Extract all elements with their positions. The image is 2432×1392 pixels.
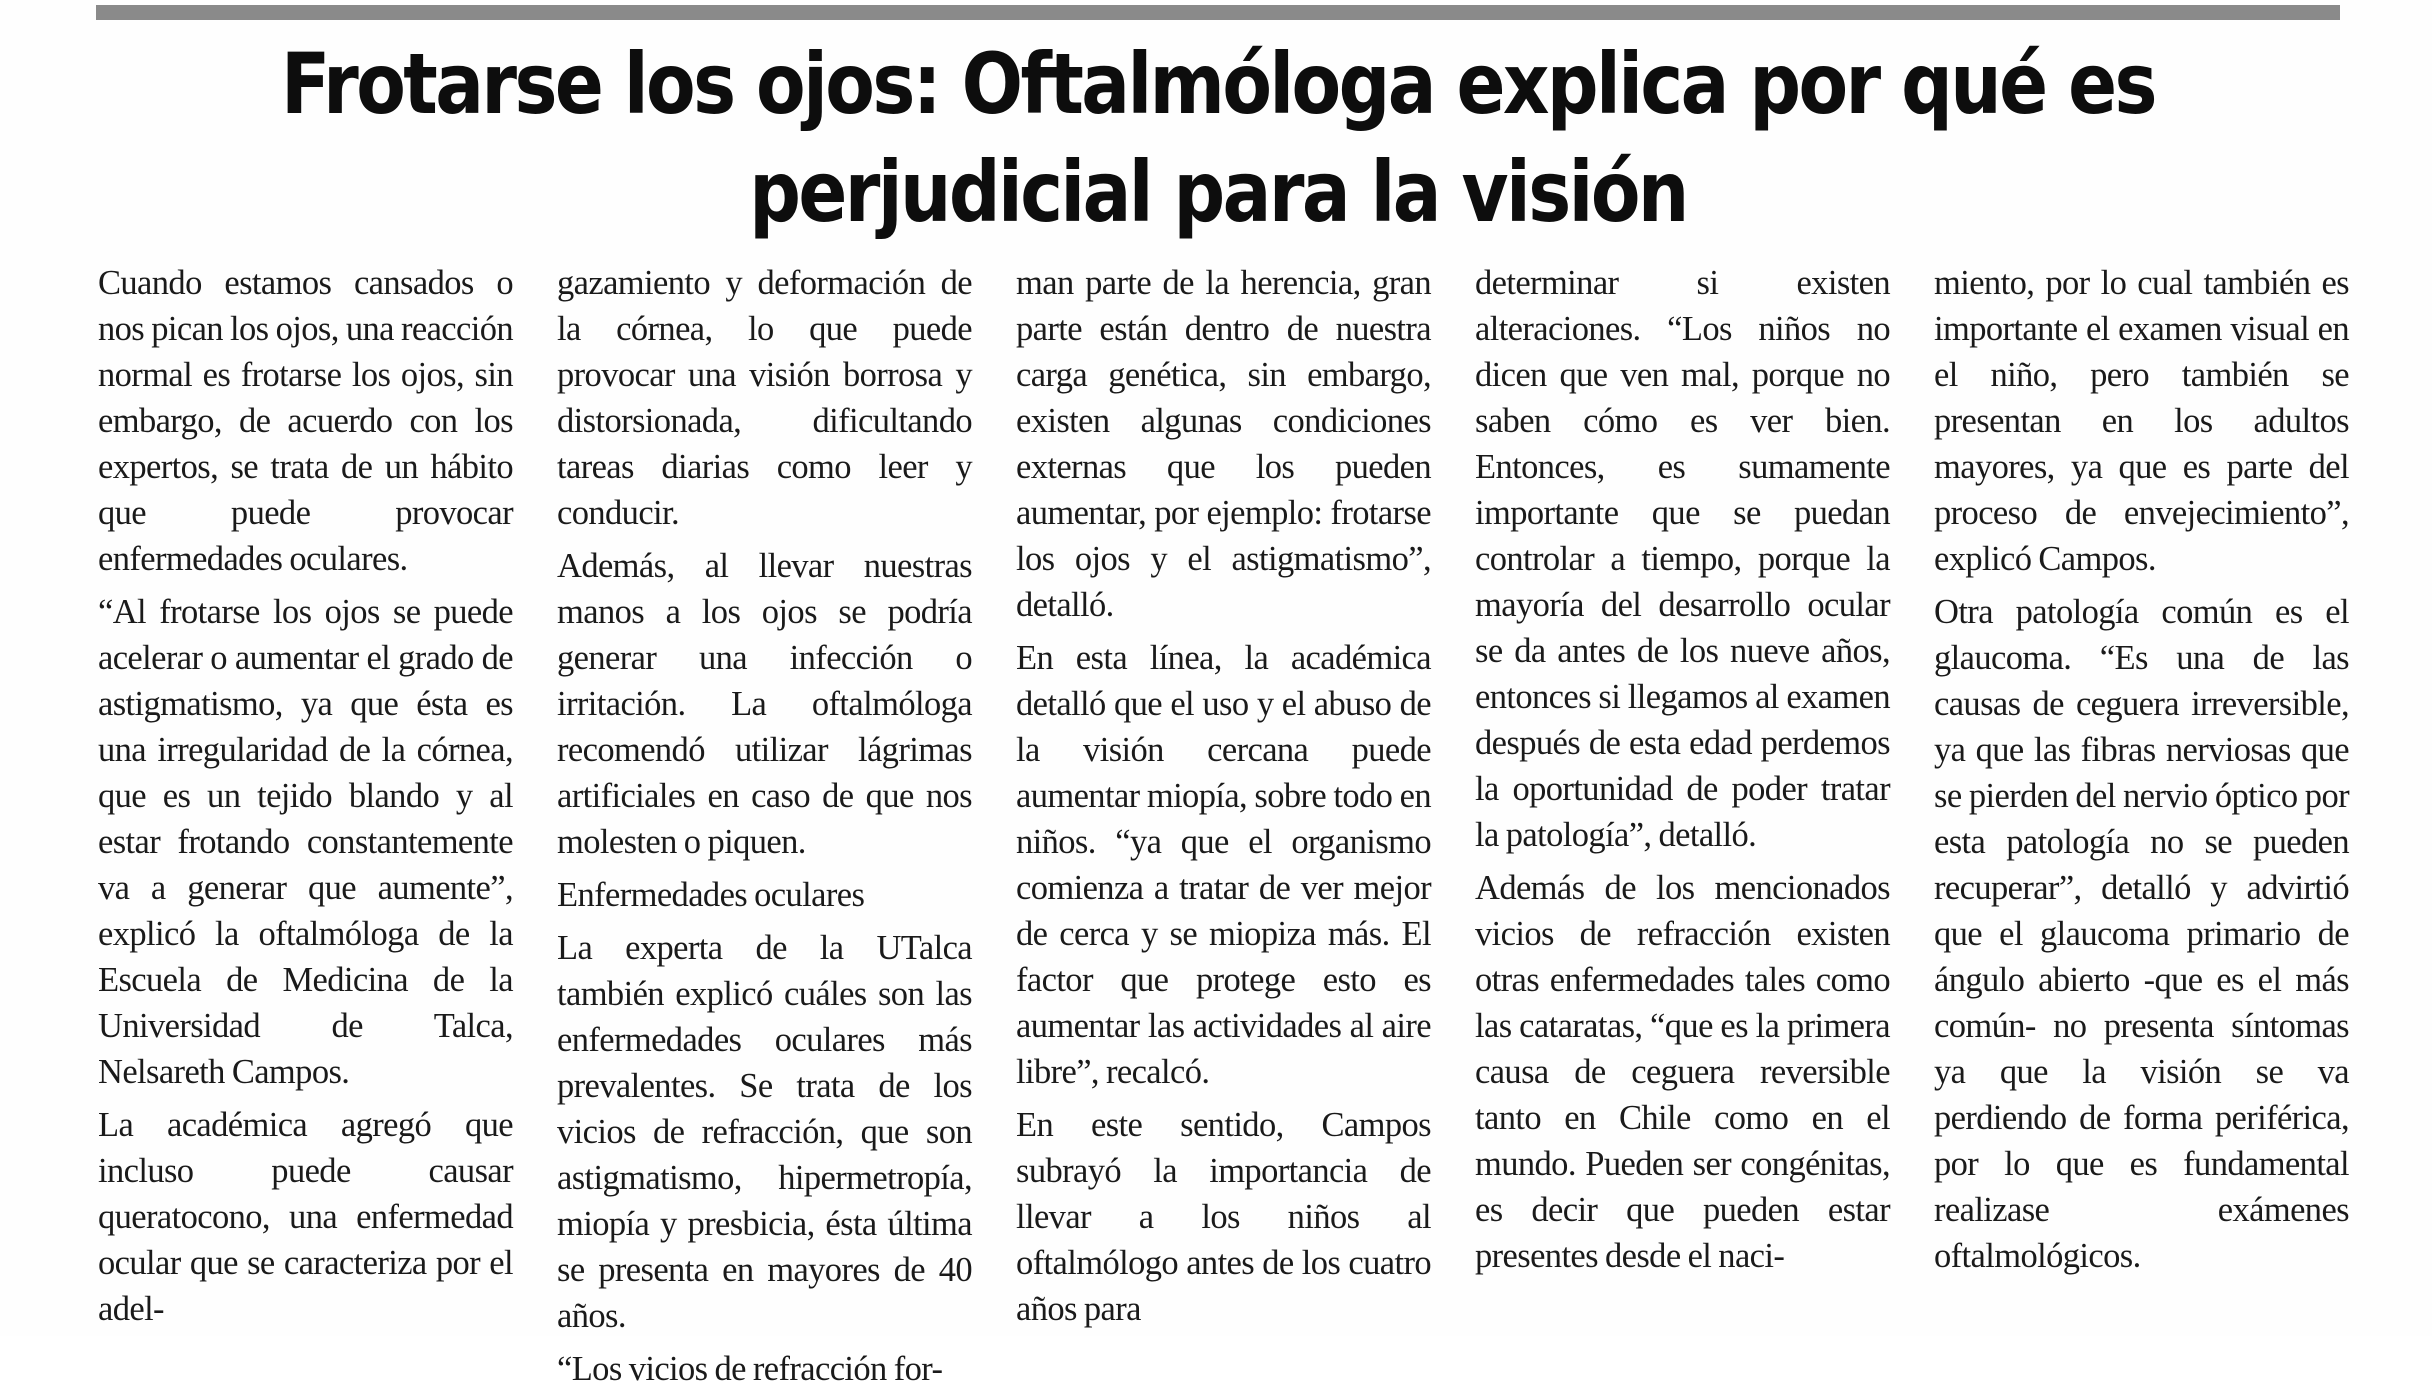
paragraph: Otra patología común es el glaucoma. “Es una de las causas de ceguera irreversible, ya que las fibras nerviosas que se pierden del nervio óptico por esta patología no se pueden recuperar”, detalló y advirtió que el glaucoma primario de ángulo abierto -que es el más común- no presenta síntomas ya que la visión se va perdiendo de forma periférica, por lo que es fundamental realizase exámenes oftalmológicos. (1934, 593, 2349, 1275)
paragraph: Además, al llevar nuestras manos a los ojos se podría generar una infección o irritación. La oftalmóloga recomendó utilizar lágrimas artificiales en caso de que nos molesten o piquen. (557, 547, 972, 861)
article-column-4 (1475, 260, 1890, 1320)
paragraph: Además de los mencionados vicios de refracción existen otras enfermedades tales como las cataratas, “que es la primera causa de ceguera reversible tanto en Chile como en el mundo. Pueden ser congénitas, es decir que pueden estar presentes desde el naci- (1475, 869, 1890, 1275)
paragraph: Cuando estamos cansados o nos pican los ojos, una reacción normal es frotarse los ojos, sin embargo, de acuerdo con los expertos, se trata de un hábito que puede provocar enfermedades oculares. (98, 264, 513, 578)
article-column-5 (1934, 260, 2349, 1320)
headline (253, 30, 2183, 246)
headline-line-1: Frotarse los ojos: Oftalmóloga explica por qué es (281, 35, 2155, 133)
paragraph: “Al frotarse los ojos se puede acelerar o aumentar el grado de astigmatismo, ya que ésta es una irregularidad de la córnea, que es un tejido blando y al estar frotando constantemente va a generar que aumente”, explicó la oftalmóloga de la Escuela de Medicina de la Universidad de Talca, Nelsareth Campos. (98, 593, 513, 1091)
paragraph: La académica agregó que incluso puede causar queratocono, una enfermedad ocular que se caracteriza por el adel- (98, 1106, 513, 1328)
article-column-3 (1016, 260, 1431, 1328)
paragraph: La experta de la UTalca también explicó cuáles son las enfermedades oculares más prevalentes. Se trata de los vicios de refracción, que son astigmatismo, hipermetropía, miopía y presbicia, ésta última se presenta en mayores de 40 años. (557, 929, 972, 1335)
paragraph: determinar si existen alteraciones. “Los niños no dicen que ven mal, porque no saben cómo es ver bien. Entonces, es sumamente importante que se puedan controlar a tiempo, porque la mayoría del desarrollo ocular se da antes de los nueve años, entonces si llegamos al examen después de esta edad perdemos la oportunidad de poder tratar la patología”, detalló. (1475, 264, 1890, 854)
section-subheading: Enfermedades oculares (557, 876, 865, 914)
article-column-1 (98, 260, 513, 1328)
headline-line-2: perjudicial para la visión (749, 143, 1687, 241)
paragraph: gazamiento y deformación de la córnea, lo que puede provocar una visión borrosa y distorsionada, dificultando tareas diarias como leer y conducir. (557, 264, 972, 532)
paragraph: En este sentido, Campos subrayó la importancia de llevar a los niños al oftalmólogo antes de los cuatro años para (1016, 1106, 1431, 1328)
article-column-2 (557, 260, 972, 1388)
paragraph: miento, por lo cual también es importante el examen visual en el niño, pero también se presentan en los adultos mayores, ya que es parte del proceso de envejecimiento”, explicó Campos. (1934, 264, 2349, 578)
paragraph: “Los vicios de refracción for- (557, 1350, 943, 1388)
paragraph: En esta línea, la académica detalló que el uso y el abuso de la visión cercana puede aumentar miopía, sobre todo en niños. “ya que el organismo comienza a tratar de ver mejor de cerca y se miopiza más. El factor que protege esto es aumentar las actividades al aire libre”, recalcó. (1016, 639, 1431, 1091)
article-body (98, 260, 2350, 1388)
top-rule (96, 5, 2340, 20)
paragraph: man parte de la herencia, gran parte están dentro de nuestra carga genética, sin embargo, existen algunas condiciones externas que los pueden aumentar, por ejemplo: frotarse los ojos y el astigmatismo”, detalló. (1016, 264, 1431, 624)
